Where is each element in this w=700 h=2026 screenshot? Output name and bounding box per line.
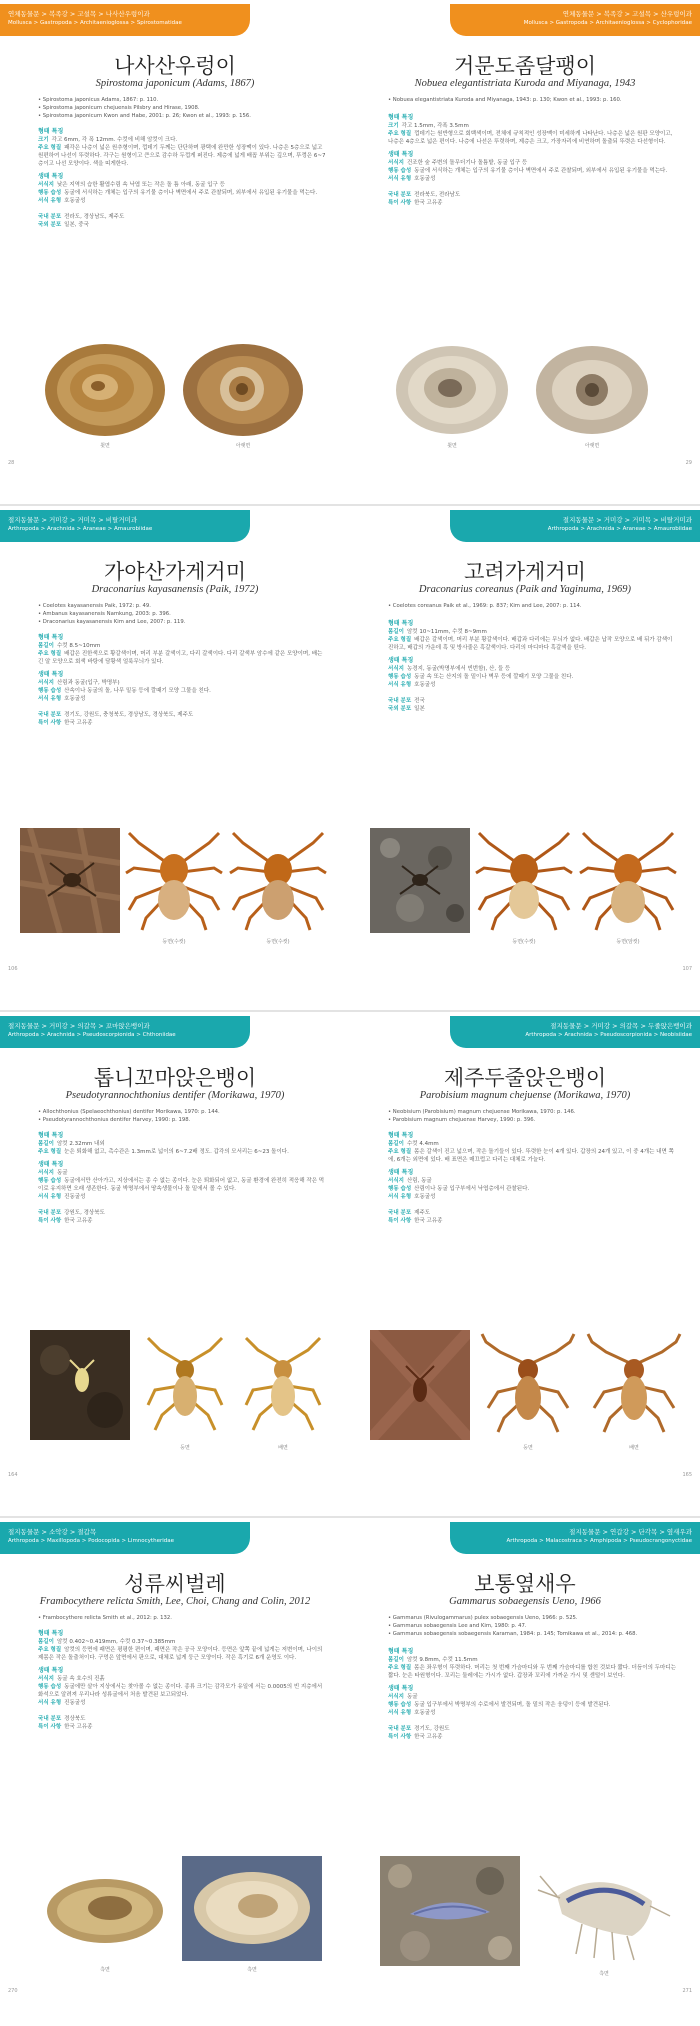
habitat-photo (370, 1330, 470, 1440)
synonym-list (388, 1614, 678, 1638)
species-name-scientific: Gammarus sobaegensis Ueno, 1966 (449, 1596, 601, 1607)
page-right (350, 0, 700, 504)
photo-caption: 아랫면 (584, 443, 600, 449)
foreign-row: 특이 사항 한국 고유종 (388, 200, 443, 206)
synonym-item: • Spirostoma japonicum Kwon and Habe, 2001: p. 26; Kwon et al., 1993: p. 156. (38, 113, 251, 119)
foreign-row: 특이 사항 한국 고유종 (388, 1734, 443, 1740)
photo-caption: 배면 (278, 1445, 288, 1451)
photo-area (350, 1856, 700, 1977)
habitat-row: 서식지 산림, 동굴 (388, 1178, 432, 1184)
pseudoscorpion-photo-2 (238, 1330, 328, 1440)
species-name-ko: 성류씨벌레 (124, 1572, 226, 1596)
taxonomy-en: Mollusca > Gastropoda > Architaenioglossa > Cyclophoridae (523, 20, 692, 26)
synonym-item: • Gammarus sobaegensis Lee and Kim, 1980: p. 47. (388, 1623, 527, 1629)
page-left (0, 1012, 350, 1516)
taxonomy-ko: 절지동물문 > 연갑강 > 단각목 > 옆새우과 (569, 1528, 692, 1536)
habitat-row: 서식지 동굴 (388, 1694, 418, 1700)
habitat-photo (30, 1330, 130, 1440)
taxonomy-header (0, 510, 250, 542)
feature-row: 주요 형질 암컷의 등면에 패면은 평평한 편이며, 패면은 작은 공극 모양이다. 등면은 앞쪽 끝에 넓게는 저변이며, 나이의 제몸은 작은 돌출처이다. 구멍은 앞면에서 판으로, 대체로 넓게 둥근 모양이다. 작은 흑기로 6개 운영도 이다. (38, 1647, 323, 1661)
page-right (350, 1518, 700, 2026)
page-right (350, 1012, 700, 1516)
species-name-scientific: Frambocythere relicta Smith, Lee, Choi, Chang and Colin, 2012 (39, 1596, 311, 1607)
behavior-row: 행동 습성 산속이나 동굴의 돌, 나무 밑동 등에 깔때기 모양 그물을 친다. (38, 688, 211, 694)
section-title-morphology: 형태 특징 (388, 114, 414, 121)
section-title-ecology: 생태 특징 (38, 671, 64, 678)
synonym-item: • Spirostoma japonicus Adams, 1867: p. 110. (38, 97, 159, 103)
species-name-ko: 거문도좀달팽이 (453, 54, 596, 78)
size-row: 몸길이 암컷 2.32mm 내외 (38, 1141, 105, 1147)
synonym-item: • Neobisium (Parobisium) magnum chejuense Morikawa, 1970: p. 146. (388, 1109, 576, 1115)
size-row: 몸길이 암컷 10~11mm, 수컷 8~9mm (388, 629, 487, 635)
spread-1 (0, 0, 700, 504)
section-title-morphology: 형태 특징 (38, 634, 64, 641)
taxonomy-ko: 절지동물문 > 거미강 > 거미목 > 비탈거미과 (562, 516, 692, 524)
page-number: 107 (682, 966, 692, 972)
synonym-list (38, 96, 328, 120)
species-name-ko: 가야산가게거미 (103, 560, 246, 584)
photo-area (350, 828, 700, 945)
synonym-item: • Draconarius kayasanensis Kim and Lee, 2007: p. 119. (38, 619, 186, 625)
habitat-photo (380, 1856, 520, 1966)
description-body (38, 1132, 328, 1225)
taxonomy-header (0, 1016, 250, 1048)
species-name-scientific: Draconarius coreanus (Paik and Yaginuma, 1969) (418, 584, 632, 595)
habitat-photo (370, 828, 470, 933)
species-name-scientific: Draconarius kayasanensis (Paik, 1972) (91, 584, 259, 595)
synonym-item: • Ambanus kayasanensis Namkung, 2003: p. 396. (38, 611, 171, 617)
description-body (388, 1132, 678, 1225)
synonym-list (38, 602, 328, 626)
page-number: 29 (685, 460, 692, 466)
behavior-row: 행동 습성 동굴 입구부에서 박명부의 수로에서 발견되며, 돌 밑의 작은 웅덩이 등에 발견된다. (388, 1702, 611, 1708)
synonym-item: • Coelotes kayasanensis Paik, 1972: p. 49. (38, 603, 151, 609)
photo-area (0, 1330, 350, 1451)
section-title-morphology: 형태 특징 (38, 1630, 64, 1637)
habitat-row: 서식지 동굴 (38, 1170, 68, 1176)
taxonomy-en: Arthropoda > Arachnida > Araneae > Amaurobiidae (8, 526, 153, 532)
synonym-item: • Nobuea elegantistriata Kuroda and Miyanaga, 1943: p. 130; Kwon et al., 1993: p. 160. (388, 97, 622, 103)
description-body (38, 128, 328, 229)
section-title-morphology: 형태 특징 (388, 1648, 414, 1655)
photo-caption: 측면 (247, 1967, 257, 1973)
habitat-photo (20, 828, 120, 933)
photo-area (0, 828, 350, 945)
habitat-row: 서식지 낮은 지역의 습한 활엽수림 속 낙엽 또는 작은 돌 틈 아래, 동굴 입구 등 (38, 182, 225, 188)
page-number: 271 (682, 1988, 692, 1994)
species-name-scientific: Parobisium magnum chejuense (Morikawa, 1970) (419, 1090, 631, 1101)
ostracod-photo-2 (182, 1856, 322, 1961)
taxonomy-en: Arthropoda > Arachnida > Pseudoscorpionida > Neobisiidae (525, 1032, 692, 1038)
habitat-row: 서식지 동굴 속 호수의 진흙 (38, 1676, 105, 1682)
taxonomy-header (450, 1016, 700, 1048)
habitat-type-row: 서식 유형 진동굴성 (38, 1700, 86, 1706)
taxonomy-ko: 절지동물문 > 거미강 > 의갈목 > 두줄앉은뱅이과 (550, 1022, 692, 1030)
size-row: 몸길이 수컷 4.4mm (388, 1141, 439, 1147)
behavior-row: 행동 습성 산림이나 동굴 입구부에서 낙엽층에서 관찰된다. (388, 1186, 530, 1192)
page-number: 106 (8, 966, 18, 972)
pseudoscorpion-photo-1 (140, 1330, 230, 1440)
taxonomy-header (450, 510, 700, 542)
photo-caption: 배면 (629, 1445, 639, 1451)
distribution-row: 국내 분포 제주도 (388, 1210, 431, 1216)
foreign-row: 특이 사항 한국 고유종 (38, 1724, 93, 1730)
feature-row: 주요 형질 배갑은 진한색으로 황갈색이며, 머리 부분 갈색이고, 다리 갈색이다. 다리 갈색부 암수에 같은 모양이며, 배는 긴 알 모양으로 회색 바탕에 담황색 얼룩무늬가 있다. (38, 651, 323, 665)
section-title-morphology: 형태 특징 (388, 620, 414, 627)
synonym-item: • Allochthonius (Spelaeochthonius) dentifer Morikawa, 1970: p. 144. (38, 1109, 220, 1115)
page-left (0, 1518, 350, 2026)
page-number: 270 (8, 1988, 18, 1994)
spider-photo-2 (228, 828, 328, 933)
species-name-ko: 나사산우렁이 (114, 54, 236, 78)
photo-area (350, 338, 700, 448)
distribution-row: 국내 분포 경기도, 강원도, 충청북도, 경상남도, 경상북도, 제주도 (38, 712, 194, 718)
section-title-ecology: 생태 특징 (388, 1169, 414, 1176)
feature-row: 주요 형질 몸은 좌우형이 뚜렷하다. 머리는 첫 번째 가슴마디와 두 번째 가슴마디를 합친 것보다 짧다. 더듬이의 두마디는 짧다. 눈은 타원형이다. 꼬리는 둘레에는 가시가 없다. 갑장과 꼬리에 가까운 가시 및 센털이 보인다. (388, 1665, 676, 1679)
photo-caption: 등면(수컷) (266, 939, 290, 945)
habitat-type-row: 서식 유형 호동굴성 (38, 198, 86, 204)
page-number: 28 (8, 460, 15, 466)
amphipod-photo (532, 1856, 677, 1966)
synonym-list (38, 1614, 328, 1622)
shell-photo-bottom (530, 338, 655, 438)
foreign-row: 국외 분포 일본, 중국 (38, 222, 89, 228)
spread-2 (0, 506, 700, 1010)
photo-area (0, 338, 350, 448)
pseudoscorpion-photo-2 (584, 1330, 684, 1440)
section-title-morphology: 형태 특징 (38, 128, 64, 135)
taxonomy-ko: 절지동물문 > 소악강 > 절갑목 (8, 1528, 97, 1536)
taxonomy-en: Arthropoda > Arachnida > Araneae > Amaurobiidae (547, 526, 692, 532)
habitat-type-row: 서식 유형 호동굴성 (388, 682, 436, 688)
behavior-row: 행동 습성 동굴에만 살아 지상에서는 찾아볼 수 없는 종이다. 종류 크기는 감각모가 유일에 서는 0.0005의 빈 지층에서 화석으로 알려져 우리나라 성류굴에서 처음 발견된 보고되었다. (38, 1684, 323, 1698)
photo-caption: 등면(수컷) (162, 939, 186, 945)
spread-4 (0, 1518, 700, 2026)
photo-area (0, 1856, 350, 1973)
feature-row: 주요 형질 몸은 갈색이 진고 넓으며, 작은 돌기들이 있다. 뚜렷한 눈이 4개 있다. 갑장의 24개 있고, 이 중 4개는 내면 쪽에, 6개는 외면에 있다. 배 표면은 매끄럽고 다리는 대체로 가늘다. (388, 1149, 674, 1163)
description-body (38, 634, 328, 727)
synonym-item: • Gammarus (Rivulogammarus) pulex sobaegensis Ueno, 1966: p. 525. (388, 1615, 578, 1621)
synonym-item: • Pseudotyrannochthonius dentifer Harvey, 1990: p. 198. (38, 1117, 191, 1123)
taxonomy-header (450, 1522, 700, 1554)
description-body (388, 114, 678, 207)
taxonomy-en: Mollusca > Gastropoda > Architaenioglossa > Spirostomatidae (8, 20, 182, 26)
synonym-item: • Spirostoma japonicum chejuensis Pilsbry and Hirase, 1908. (38, 105, 200, 111)
habitat-type-row: 서식 유형 호동굴성 (38, 696, 86, 702)
taxonomy-ko: 연체동물문 > 복족강 > 고설목 > 산우렁이과 (562, 10, 692, 18)
section-title-ecology: 생태 특징 (38, 173, 64, 180)
habitat-type-row: 서식 유형 호동굴성 (388, 1194, 436, 1200)
foreign-row: 특이 사항 한국 고유종 (38, 720, 93, 726)
photo-caption: 아랫면 (235, 443, 251, 449)
shell-photo-top (40, 338, 170, 438)
section-title-morphology: 형태 특징 (388, 1132, 414, 1139)
synonym-list (388, 1108, 678, 1124)
description-body (388, 620, 678, 713)
habitat-type-row: 서식 유형 호동굴성 (388, 1710, 436, 1716)
size-row: 크기 각고 6mm, 각 폭 12mm. 수컷에 비해 암컷이 크다. (38, 137, 178, 143)
distribution-row: 국내 분포 경기도, 강원도 (388, 1726, 450, 1732)
photo-caption: 등면 (523, 1445, 533, 1451)
shell-photo-bottom (178, 338, 308, 438)
species-name-scientific: Nobuea elegantistriata Kuroda and Miyanaga, 1943 (414, 78, 636, 89)
species-name-ko: 고려가게거미 (464, 560, 586, 584)
page-left (0, 0, 350, 504)
size-row: 몸길이 암컷 9.8mm, 수컷 11.5mm (388, 1657, 478, 1663)
synonym-item: • Gammarus sobaegensis sobaegensis Karaman, 1984: p. 145; Tomikawa et al., 2014: p. 468. (388, 1631, 638, 1637)
spider-photo-1 (474, 828, 574, 933)
behavior-row: 행동 습성 동굴 속 또는 산지의 돌 밑이나 벽무 등에 깔때기 모양 그물을 친다. (388, 674, 574, 680)
habitat-row: 서식지 산림과 동굴(입구, 박명부) (38, 680, 120, 686)
spider-photo-1 (124, 828, 224, 933)
section-title-ecology: 생태 특징 (38, 1667, 64, 1674)
taxonomy-header (450, 4, 700, 36)
pseudoscorpion-photo-1 (478, 1330, 578, 1440)
feature-row: 주요 형질 패각은 나층이 넓은 원추형이며, 껍데기 두께는 단단하며 광택에 완만한 성장맥이 있다. 나층은 5층으로 넓고 원편하여 나선이 뚜렷하다. 각구는 원형이고 큰으로 감수하 두껍게 퍼진다. 제층에 넓게 배꼽 부위는 깊으며, 뚜껑은 6~7층이고 나선 모양이다. 색을 띠게한다. (38, 145, 326, 167)
habitat-type-row: 서식 유형 진동굴성 (38, 1194, 86, 1200)
distribution-row: 국내 분포 강원도, 경상북도 (38, 1210, 105, 1216)
taxonomy-header (0, 4, 250, 36)
taxonomy-ko: 절지동물문 > 거미강 > 거미목 > 비탈거미과 (8, 516, 138, 524)
distribution-row: 국내 분포 경상북도 (38, 1716, 86, 1722)
section-title-ecology: 생태 특징 (388, 1685, 414, 1692)
species-name-ko: 제주두줄앉은뱅이 (443, 1066, 607, 1090)
feature-row: 주요 형질 눈은 퇴화해 없고, 촉수관은 1.3mm로 넓이의 6~7.2배 정도. 갑각의 모서리는 6~23 돌이다. (38, 1149, 289, 1155)
photo-caption: 윗면 (100, 443, 110, 449)
feature-row: 주요 형질 배갑은 갈색이며, 머리 부분 황갈색이다. 배갑과 다리에는 무늬가 없다. 배갑은 납작 모양으로 배 뒤가 감색이 진하고, 배갑의 가운데 흑 및 방사줄은 흑갈색이다. 다리의 마디마다 흑갈색을 띤다. (388, 637, 673, 651)
ostracod-photo-1 (40, 1866, 170, 1956)
spider-photo-2 (578, 828, 678, 933)
photo-caption: 등면(암컷) (616, 939, 640, 945)
synonym-item: • Parobisium magnum chejuense Harvey, 1990: p. 396. (388, 1117, 536, 1123)
photo-caption: 등면 (180, 1445, 190, 1451)
species-name-ko: 보통옆새우 (474, 1572, 576, 1596)
habitat-row: 서식지 건조한 숲 주변의 돌무더기나 돌틈밭, 동굴 입구 등 (388, 160, 528, 166)
feature-row: 주요 형질 껍데기는 원반형으로 회백색이며, 전체에 규칙적인 성장맥이 미세하게 나타난다. 나층은 넓은 원판 모양이고, 나층은 4층으로 넓은 편이다. 나층에 나선은 뚜렷하며, 제층은 크고, 가장자리에 비연하며 돌출되 뚜렷은 다선형이다. (388, 131, 673, 145)
photo-area (350, 1330, 700, 1451)
taxonomy-en: Arthropoda > Arachnida > Pseudoscorpionida > Chthoniidae (8, 1032, 176, 1038)
description-body (388, 1648, 678, 1741)
photo-caption: 측면 (100, 1967, 110, 1973)
size-row: 몸길이 암컷 0.402~0.419mm, 수컷 0.37~0.385mm (38, 1639, 176, 1645)
synonym-list (388, 96, 678, 104)
photo-caption: 윗면 (447, 443, 457, 449)
synonym-list (38, 1108, 328, 1124)
section-title-ecology: 생태 특징 (388, 151, 414, 158)
page-left (0, 506, 350, 1010)
habitat-row: 서식지 농경지, 동굴(박명부에서 빈번함), 산, 들 등 (388, 666, 511, 672)
foreign-row: 특이 사항 한국 고유종 (388, 1218, 443, 1224)
section-title-ecology: 생태 특징 (38, 1161, 64, 1168)
photo-caption: 등면(수컷) (512, 939, 536, 945)
taxonomy-ko: 절지동물문 > 거미강 > 의갈목 > 꼬마앉은뱅이과 (8, 1022, 150, 1030)
taxonomy-header (0, 1522, 250, 1554)
species-name-scientific: Pseudotyrannochthonius dentifer (Morikawa, 1970) (65, 1090, 285, 1101)
size-row: 몸길이 수컷 8.5~10mm (38, 643, 101, 649)
synonym-list (388, 602, 678, 610)
taxonomy-en: Arthropoda > Malacostraca > Amphipoda > Pseudocrangonyctidae (506, 1538, 692, 1544)
photo-caption: 측면 (599, 1971, 609, 1977)
species-name-ko: 톱니꼬마앉은뱅이 (93, 1066, 257, 1090)
behavior-row: 행동 습성 동굴에 서식하는 개체는 입구의 유기물 층이나 벽면에서 주로 관찰되며, 외부에서 유입된 유기물을 먹는다. (388, 168, 668, 174)
behavior-row: 행동 습성 동굴에 서식하는 개체는 입구의 유기물 층이나 벽면에서 주로 관찰되며, 외부에서 유입된 유기물을 먹는다. (38, 190, 318, 196)
synonym-item: • Coelotes coreanus Paik et al., 1969: p. 837; Kim and Lee, 2007: p. 114. (388, 603, 582, 609)
behavior-row: 행동 습성 동굴에서만 산아가고, 지상에서는 종 수 없는 종이다. 눈은 퇴화되어 없고, 동굴 환경에 완전히 적응해 작은 먹이로 유지하면 오래 생존한다. 동굴 박명부에서 땅속생물이나 돌 밑에서 볼 수 있다. (38, 1178, 325, 1192)
spread-3 (0, 1012, 700, 1516)
section-title-morphology: 형태 특징 (38, 1132, 64, 1139)
description-body (38, 1630, 328, 1731)
distribution-row: 국내 분포 전라도, 경상남도, 제주도 (38, 214, 125, 220)
taxonomy-en: Arthropoda > Maxillopoda > Podocopida > Limnocytheridae (8, 1538, 174, 1544)
synonym-item: • Frambocythere relicta Smith et al., 2012: p. 132. (38, 1615, 172, 1621)
species-name-scientific: Spirostoma japonicum (Adams, 1867) (95, 78, 255, 89)
size-row: 크기 각고 1.5mm, 각폭 3.5mm (388, 123, 469, 129)
foreign-row: 특이 사항 한국 고유종 (38, 1218, 93, 1224)
distribution-row: 국내 분포 전라북도, 전라남도 (388, 192, 461, 198)
page-right (350, 506, 700, 1010)
taxonomy-ko: 연체동물문 > 복족강 > 고설목 > 나사산우렁이과 (8, 10, 150, 18)
page-number: 164 (8, 1472, 18, 1478)
page-number: 165 (682, 1472, 692, 1478)
shell-photo-top (390, 338, 515, 438)
section-title-ecology: 생태 특징 (388, 657, 414, 664)
distribution-row: 국내 분포 전국 (388, 698, 425, 704)
habitat-type-row: 서식 유형 호동굴성 (388, 176, 436, 182)
foreign-row: 국외 분포 일본 (388, 706, 425, 712)
